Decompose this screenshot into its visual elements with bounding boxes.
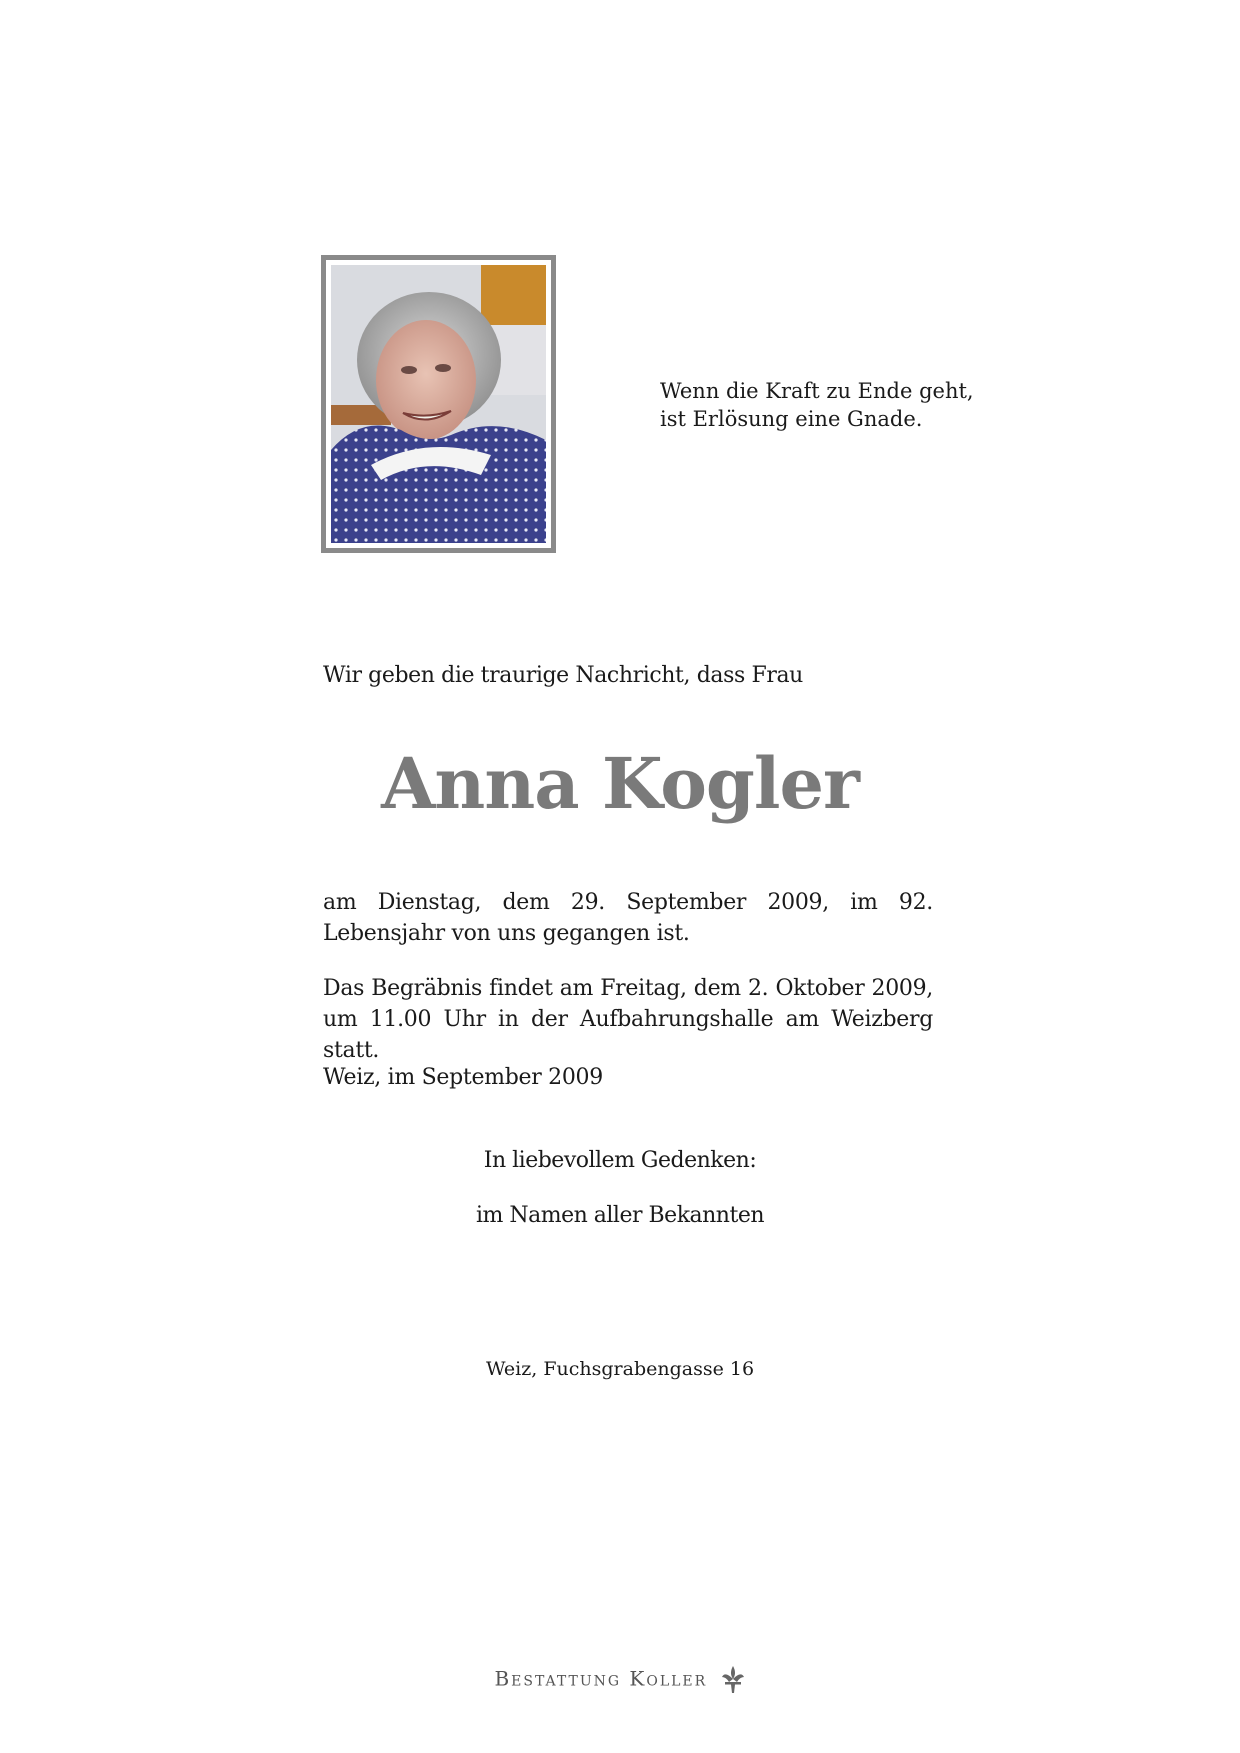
deceased-name: Anna Kogler xyxy=(381,742,859,825)
death-notice-paragraph: am Dienstag, dem 29. September 2009, im 92. Lebensjahr von uns gegangen ist. xyxy=(323,890,933,946)
quote-line-2: ist Erlösung eine Gnade. xyxy=(660,407,923,431)
address: Weiz, Fuchsgrabengasse 16 xyxy=(485,1358,755,1380)
closing-line-2: im Namen aller Bekannten xyxy=(475,1203,765,1228)
portrait-photo xyxy=(331,265,546,543)
quote xyxy=(660,377,974,433)
closing-line-1: In liebevollem Gedenken: xyxy=(483,1148,757,1173)
place-date: Weiz, im September 2009 xyxy=(323,1065,603,1090)
intro-text: Wir geben die traurige Nachricht, dass Frau xyxy=(323,663,803,688)
quote-line-1: Wenn die Kraft zu Ende geht, xyxy=(660,379,974,403)
fleur-de-lis-icon xyxy=(720,1665,746,1695)
portrait-photo-frame xyxy=(321,255,556,553)
funeral-paragraph: Das Begräbnis findet am Freitag, dem 2. Oktober 2009, um 11.00 Uhr in der Aufbahrungshalle am Weizberg statt. xyxy=(323,976,933,1063)
funeral-home-logo xyxy=(0,1665,1240,1695)
funeral-home-name: Bestattung Koller xyxy=(494,1666,708,1691)
